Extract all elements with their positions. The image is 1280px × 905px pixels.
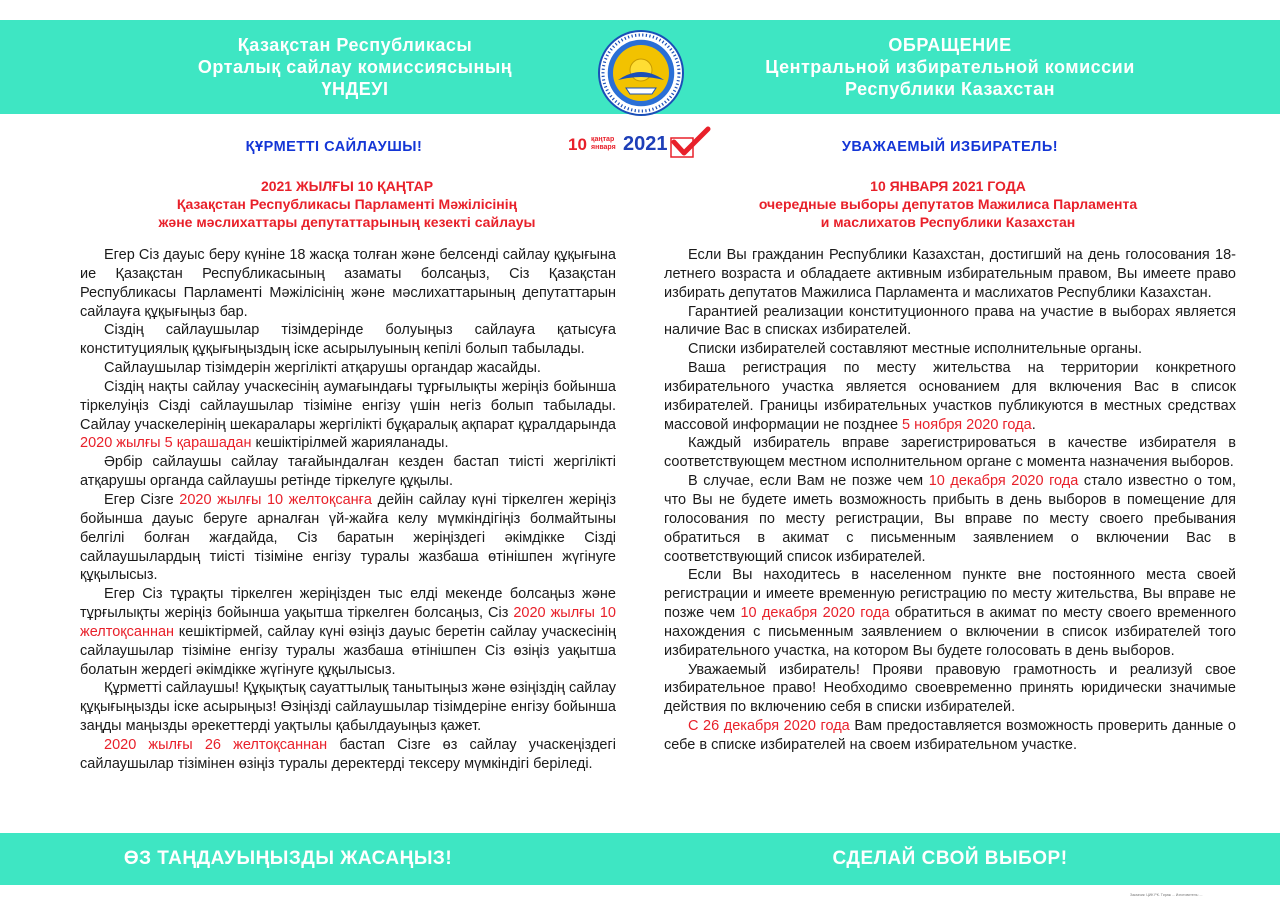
headline-kz <box>67 177 627 231</box>
kz-paragraph <box>80 491 616 585</box>
kz-text: Сіздің сайлаушылар тізімдерінде болуыңыз сайлауға қатысуға конституциялық құқығыңыздың іске асырылуының кепілі болып табылады. <box>80 322 616 358</box>
ru-paragraph <box>664 434 1236 472</box>
kz-paragraph <box>80 453 616 491</box>
ru-highlight-date: С 26 декабря 2020 года <box>688 718 850 735</box>
kz-text: кешіктірілмей жарияланады. <box>251 435 449 452</box>
ru-text: Если Вы находитесь в населенном пункте вне постоянного места своей регистрации и имеете временную регистрацию по месту жительства, Вы вправе не позже чем <box>664 567 1236 622</box>
kz-text: Сайлаушылар тізімдерін жергілікті атқарушы органдар жасайды. <box>104 360 541 377</box>
header-title-kz <box>125 34 585 100</box>
logo-month-kz: қаңтар <box>591 136 615 143</box>
footer-slogan-ru: СДЕЛАЙ СВОЙ ВЫБОР! <box>832 848 1068 869</box>
kz-paragraph <box>80 359 616 378</box>
election-date-logo <box>562 126 722 166</box>
logo-day: 10 <box>568 135 587 154</box>
logo-year: 2021 <box>623 133 668 155</box>
ru-paragraph <box>664 340 1236 359</box>
ru-highlight-date: 10 декабря 2020 года <box>928 473 1079 490</box>
kz-text: Егер Сіз тұрақты тіркелген жеріңізден тыс елді мекенде болсаңыз және тұрғылықты жеріңіз бойынша уақытша тіркелген болсаңыз, Сіз <box>80 586 616 622</box>
cec-emblem-icon <box>598 30 684 116</box>
ru-text: . <box>1031 416 1036 433</box>
ru-text: Уважаемый избиратель! Прояви правовую грамотность и реализуй свое избирательное право! Необходимо своевременно принять юридически значимые действия по включению себя в списки избирателей. <box>664 661 1236 716</box>
kz-highlight-date: 2020 жылғы 5 қарашадан <box>80 435 252 452</box>
print-footnote: Заказчик: ЦИК РК. Тираж ... Изготовитель: ... <box>1130 893 1203 897</box>
ru-text: Каждый избиратель вправе зарегистрироваться в качестве избирателя в соответствующем местном исполнительном органе с момента назначения выборов. <box>664 435 1236 471</box>
greeting-kz: ҚҰРМЕТТІ САЙЛАУШЫ! <box>245 139 423 155</box>
ru-paragraph <box>664 717 1236 755</box>
ru-paragraph <box>664 303 1236 341</box>
kz-paragraph <box>80 321 616 359</box>
ru-text: стало известно о том, что Вы не будете иметь возможность прибыть в день выборов в помещение для голосования по месту регистрации, Вы вправе по месту своего пребывания обратиться в акимат с письменным заявлением о включении Вас в соответствующий список избирателей. <box>664 473 1237 565</box>
header-kz-line-1: Қазақстан Республикасы <box>237 35 473 55</box>
ru-text: В случае, если Вам не позже чем <box>688 473 929 490</box>
ru-paragraph <box>664 472 1236 566</box>
header-ru-line-2: Центральной избирательной комиссии <box>765 57 1135 77</box>
kz-paragraph <box>80 378 616 453</box>
body-text-ru <box>664 246 1236 755</box>
kz-highlight-date: 2020 жылғы 10 желтоқсанға <box>179 491 372 508</box>
kz-text: Егер Сіз дауыс беру күніне 18 жасқа толған және белсенді сайлау құқығына ие Қазақстан Республикасының азаматы болсаңыз, Сіз Қазақстан Республикасы Парламенті Мәжілісінің және мәслихаттарының депутаттарын сайлауға құқығыңыз бар. <box>80 247 616 320</box>
header-title-ru <box>720 34 1180 100</box>
headline-kz-line-3: және мәслихаттары депутаттарының кезекті сайлауы <box>158 214 536 230</box>
kz-text: Әрбір сайлаушы сайлау тағайындалған кезден бастап тиісті жергілікті атқарушы органда сайлаушы ретінде тіркелуге құқылы. <box>80 454 616 490</box>
body-text-kz <box>80 246 616 774</box>
kz-text: кешіктірмей, сайлау күні өзіңіз дауыс беретін сайлау учаскесінің сайлаушылар тізіміне енгізу туралы жазбаша өтінішпен Сіз өзіңіз уақытша болатын жердегі әкімдікке жүгінуге құқылысыз. <box>80 623 616 678</box>
kz-text: дейін сайлау күні тіркелген жеріңіз бойынша дауыс беруге арналған үй-жайға келу мүмкіндігіңіз болмайтыны белгілі болған жағдайда, Сіз баратын жеріңіздегі әкімдікке Сізді сайлаушылардың тиісті тізіміне енгізу туралы жазбаша өтінішпен жүгінуге құқылысыз. <box>80 491 617 584</box>
ru-text: Вам предоставляется возможность проверить данные о себе в списке избирателей на своем избирательном участке. <box>664 718 1236 753</box>
greeting-ru: УВАЖАЕМЫЙ ИЗБИРАТЕЛЬ! <box>841 139 1059 155</box>
footer-banner <box>0 833 1280 885</box>
ru-paragraph <box>664 566 1236 660</box>
logo-month-ru: января <box>591 144 616 151</box>
header-kz-line-2: Орталық сайлау комиссиясының <box>197 57 513 77</box>
kz-text: Егер Сізге <box>104 491 180 508</box>
ru-highlight-date: 10 декабря 2020 года <box>740 605 890 622</box>
kz-paragraph <box>80 736 616 774</box>
headline-kz-line-1: 2021 ЖЫЛҒЫ 10 ҚАҢТАР <box>260 178 434 194</box>
headline-kz-line-2: Қазақстан Республикасы Парламенті Мәжілісінің <box>176 196 518 212</box>
kz-text: Құрметті сайлаушы! Құқықтық сауаттылық танытыңыз және өзіңіздің сайлау құқығыңызды іске асырыңыз! Өзіңізді сайлаушылар тізімдеріне енгізу бойынша заңды маңызды әрекеттерді уақтылы қабылдауыңыз қажет. <box>80 680 616 735</box>
kz-text: Сіздің нақты сайлау учаскесінің аумағындағы тұрғылықты жеріңіз бойынша тіркелуіңіз Сізді сайлаушылар тізіміне енгізу үшін негіз болып табылады. Сайлау учаскелерінің шекаралары жергілікті бұқаралық ақпарат құралдарында <box>80 378 616 433</box>
ru-paragraph <box>664 661 1236 718</box>
header-ru-line-1: ОБРАЩЕНИЕ <box>888 35 1012 55</box>
kz-paragraph <box>80 679 616 736</box>
ru-text: Ваша регистрация по месту жительства на территории конкретного избирательного участка является основанием для включения Вас в список избирателей. Границы избирательных участков публикуются в местных средствах массовой информации не позднее <box>664 360 1236 433</box>
ru-text: Списки избирателей составляют местные исполнительные органы. <box>688 341 1143 358</box>
kz-paragraph <box>80 585 616 679</box>
headline-ru-line-3: и маслихатов Республики Казахстан <box>820 214 1076 230</box>
header-ru-line-3: Республики Казахстан <box>845 79 1055 99</box>
headline-ru <box>668 177 1228 231</box>
kz-highlight-date: 2020 жылғы 10 желтоқсаннан <box>80 605 616 640</box>
ru-text: обратиться в акимат по месту своего временного нахождения с письменным заявлением о включении в список избирателей того избирательного участка, на котором Вы будете голосовать в день выборов. <box>664 605 1237 659</box>
kz-paragraph <box>80 246 616 321</box>
headline-ru-line-1: 10 ЯНВАРЯ 2021 ГОДА <box>870 178 1026 194</box>
ru-paragraph <box>664 359 1236 434</box>
ru-highlight-date: 5 ноября 2020 года <box>902 416 1032 433</box>
kz-text: бастап Сізге өз сайлау учаскеңіздегі сайлаушылар тізімінен өзіңіз туралы деректерді тексеру мүмкіндігі беріледі. <box>80 736 616 772</box>
kz-highlight-date: 2020 жылғы 26 желтоқсаннан <box>104 736 328 753</box>
ru-text: Гарантией реализации конституционного права на участие в выборах является наличие Вас в списках избирателей. <box>664 303 1236 339</box>
ru-text: Если Вы гражданин Республики Казахстан, достигший на день голосования 18-летнего возраста и обладаете активным избирательным правом, Вы имеете право избирать депутатов Мажилиса Парламента и маслихатов Республики Казахстан. <box>664 247 1236 301</box>
ru-paragraph <box>664 246 1236 303</box>
footer-slogan-kz: ӨЗ ТАҢДАУЫҢЫЗДЫ ЖАСАҢЫЗ! <box>123 848 453 869</box>
checkmark-icon <box>670 126 712 160</box>
header-kz-line-3: ҮНДЕУІ <box>321 79 389 99</box>
headline-ru-line-2: очередные выборы депутатов Мажилиса Парламента <box>758 196 1138 212</box>
